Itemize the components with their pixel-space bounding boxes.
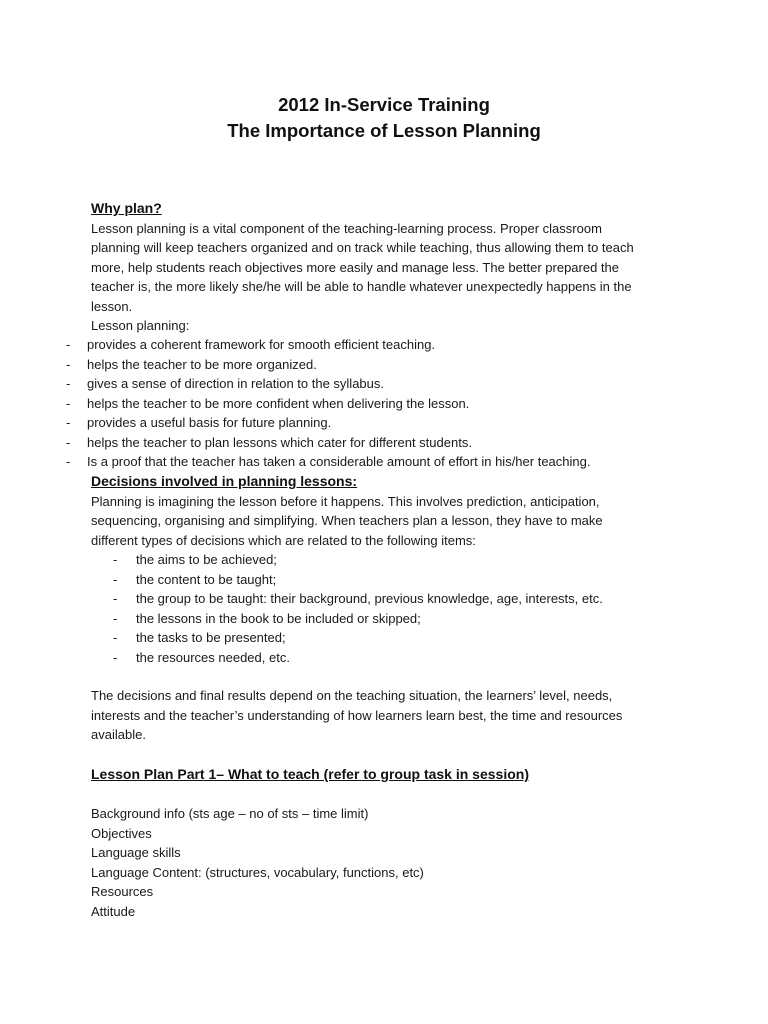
lesson-plan-item: Background info (sts age – no of sts – time limit) bbox=[91, 806, 369, 821]
lesson-plan-items bbox=[91, 804, 671, 921]
lesson-plan-heading: Lesson Plan Part 1– What to teach (refer to group task in session) bbox=[91, 766, 529, 782]
list-item: - provides a useful basis for future planning. bbox=[0, 413, 768, 433]
lesson-plan-section bbox=[91, 765, 671, 785]
why-plan-paragraph-line: planning will keep teachers organized and on track while teaching, thus allowing them to teach bbox=[91, 240, 634, 255]
dash-marker: - bbox=[113, 649, 118, 665]
dash-marker: - bbox=[66, 415, 71, 430]
decisions-heading: Decisions involved in planning lessons: bbox=[91, 473, 358, 489]
list-item: - provides a coherent framework for smooth efficient teaching. bbox=[0, 335, 768, 355]
why-plan-paragraph-line: Lesson planning is a vital component of the teaching-learning process. Proper classroom bbox=[91, 220, 602, 236]
why-plan-heading: Why plan? bbox=[91, 200, 162, 216]
dash-marker: - bbox=[66, 376, 71, 391]
why-plan-paragraph-line: more, help students reach objectives more easily and manage less. The better prepared the bbox=[91, 259, 620, 275]
dash-marker: - bbox=[66, 337, 71, 352]
list-item: - gives a sense of direction in relation to the syllabus. bbox=[0, 374, 768, 394]
dash-marker: - bbox=[66, 356, 71, 372]
title-line-2: The Importance of Lesson Planning bbox=[227, 120, 541, 141]
list-item: - helps the teacher to be more confident when delivering the lesson. bbox=[0, 394, 768, 414]
decisions-paragraph-line: Planning is imagining the lesson before it happens. This involves prediction, anticipation, bbox=[91, 493, 600, 509]
list-item: - the content to be taught; bbox=[91, 570, 671, 590]
lesson-plan-item: Resources bbox=[91, 884, 154, 899]
dash-marker: - bbox=[113, 630, 118, 645]
list-item: - helps the teacher to be more organized. bbox=[0, 355, 768, 375]
decisions-section bbox=[91, 472, 671, 667]
closing-line: The decisions and final results depend on the teaching situation, the learners’ level, needs, bbox=[91, 688, 613, 703]
lesson-plan-item: Objectives bbox=[91, 825, 152, 841]
decisions-closing bbox=[91, 686, 671, 745]
dash-marker: - bbox=[66, 395, 71, 411]
list-item: - the aims to be achieved; bbox=[91, 550, 671, 570]
title-line-1: 2012 In-Service Training bbox=[278, 94, 490, 115]
closing-line: available. bbox=[91, 727, 146, 742]
dash-marker: - bbox=[113, 552, 118, 567]
why-plan-section bbox=[91, 199, 671, 336]
lesson-plan-item: Language skills bbox=[91, 845, 181, 860]
lesson-planning-intro: Lesson planning: bbox=[91, 318, 190, 333]
why-plan-paragraph-line: lesson. bbox=[91, 298, 133, 314]
dash-marker: - bbox=[113, 571, 118, 587]
dash-marker: - bbox=[113, 591, 118, 606]
list-item: - the lessons in the book to be included or skipped; bbox=[91, 609, 671, 629]
list-item: - the resources needed, etc. bbox=[91, 648, 671, 668]
why-plan-paragraph-line: teacher is, the more likely she/he will be able to handle whatever unexpectedly happens in the bbox=[91, 279, 632, 294]
dash-marker: - bbox=[66, 434, 71, 450]
decision-items-list bbox=[91, 550, 671, 667]
decisions-paragraph-line: sequencing, organising and simplifying. When teachers plan a lesson, they have to make bbox=[91, 513, 603, 528]
list-item: - the tasks to be presented; bbox=[91, 628, 671, 648]
lesson-planning-benefits-list bbox=[0, 335, 768, 472]
lesson-plan-item: Attitude bbox=[91, 903, 136, 919]
dash-marker: - bbox=[113, 610, 118, 626]
decisions-paragraph-line: different types of decisions which are related to the following items: bbox=[91, 532, 476, 548]
list-item: - the group to be taught: their background, previous knowledge, age, interests, etc. bbox=[91, 589, 671, 609]
dash-marker: - bbox=[66, 454, 71, 469]
document-title bbox=[0, 92, 768, 144]
list-item: - Is a proof that the teacher has taken a considerable amount of effort in his/her teaching. bbox=[0, 452, 768, 472]
closing-line: interests and the teacher’s understanding of how learners learn best, the time and resources bbox=[91, 707, 623, 723]
list-item: - helps the teacher to plan lessons which cater for different students. bbox=[0, 433, 768, 453]
lesson-plan-item: Language Content: (structures, vocabulary, functions, etc) bbox=[91, 864, 424, 880]
